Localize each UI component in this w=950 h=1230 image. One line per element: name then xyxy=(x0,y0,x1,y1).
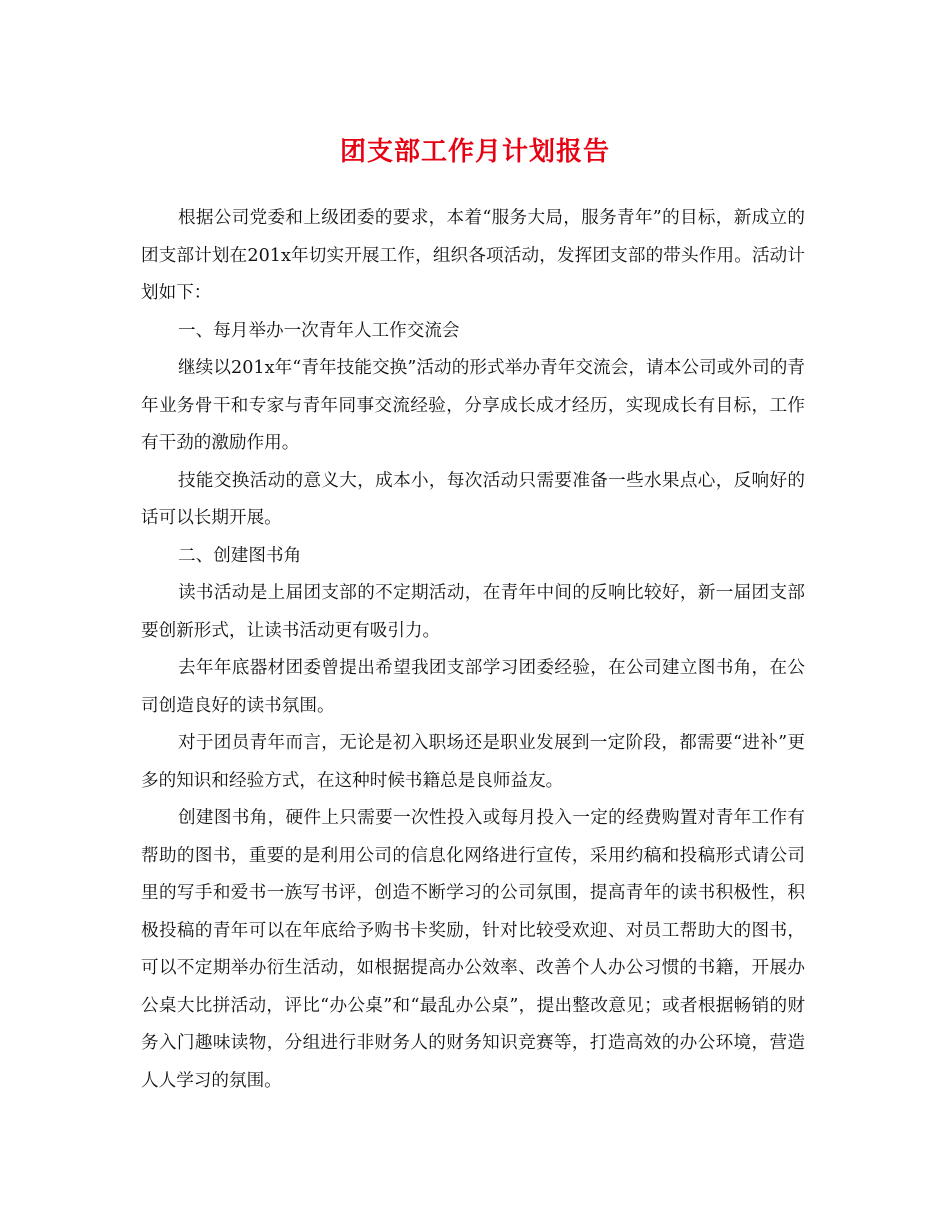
paragraph-youth-books: 对于团员青年而言，无论是初入职场还是职业发展到一定阶段，都需要“进补”更多的知识和经验方式，在这种时候书籍总是良师益友。 xyxy=(141,733,805,791)
paragraph-library-proposal: 去年年底器材团委曾提出希望我团支部学习团委经验，在公司建立图书角，在公司创造良好的读书氛围。 xyxy=(141,658,805,716)
section-heading-2: 二、创建图书角 xyxy=(178,545,302,566)
section-heading-1: 一、每月举办一次青年人工作交流会 xyxy=(178,320,460,341)
paragraph-exchange: 继续以201x年“青年技能交换”活动的形式举办青年交流会，请本公司或外司的青年业务骨干和专家与青年同事交流经验，分享成长成才经历，实现成长有目标，工作有干劲的激励作用。 xyxy=(141,358,805,453)
document-title: 团支部工作月计划报告 xyxy=(339,137,610,167)
paragraph-reading: 读书活动是上届团支部的不定期活动，在青年中间的反响比较好，新一届团支部要创新形式，让读书活动更有吸引力。 xyxy=(141,583,805,641)
document-body xyxy=(141,200,805,1100)
paragraph-library-plan: 创建图书角，硬件上只需要一次性投入或每月投入一定的经费购置对青年工作有帮助的图书，重要的是利用公司的信息化网络进行宣传，采用约稿和投稿形式请公司里的写手和爱书一族写书评，创造不断学习的公司氛围，提高青年的读书积极性，积极投稿的青年可以在年底给予购书卡奖励，针对比较受欢迎、对员工帮助大的图书，可以不定期举办衍生活动，如根据提高办公效率、改善个人办公习惯的书籍，开展办公桌大比拼活动，评比“办公桌”和“最乱办公桌”，提出整改意见；或者根据畅销的财务入门趣味读物，分组进行非财务人的财务知识竞赛等，打造高效的办公环境，营造人人学习的氛围。 xyxy=(141,808,805,1091)
paragraph-intro: 根据公司党委和上级团委的要求，本着“服务大局，服务青年”的目标，新成立的团支部计划在201x年切实开展工作，组织各项活动，发挥团支部的带头作用。活动计划如下： xyxy=(141,208,805,303)
paragraph-exchange-cost: 技能交换活动的意义大，成本小，每次活动只需要准备一些水果点心，反响好的话可以长期开展。 xyxy=(141,470,805,528)
